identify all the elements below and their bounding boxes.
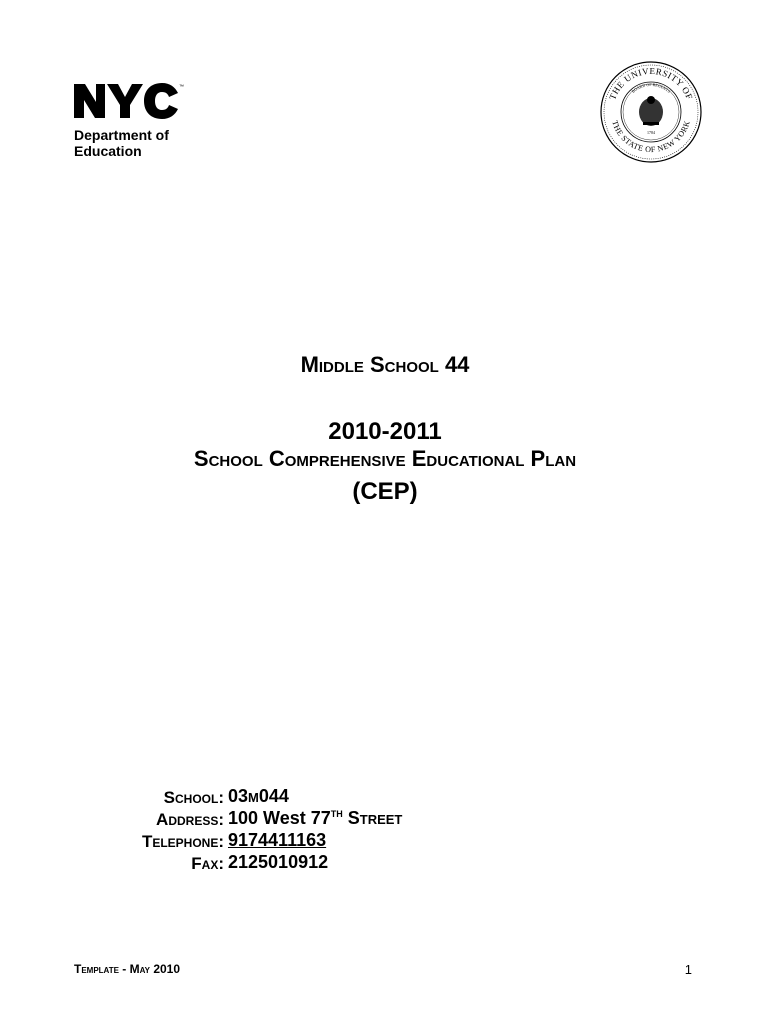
template-footer: Template - May 2010 [74, 962, 181, 976]
plan-year: 2010-2011 [328, 418, 442, 445]
seal-text-inner: BOARD OF REGENTS [630, 81, 672, 94]
logo-caption [74, 127, 204, 159]
page-number: 1 [684, 962, 692, 977]
logo-text-education: Education [74, 143, 142, 159]
telephone-label: Telephone: [141, 832, 224, 851]
school-code: 03m044 [228, 786, 289, 806]
seal-emblem-icon [639, 96, 663, 126]
plan-acronym: (CEP) [352, 478, 418, 505]
address-value [228, 808, 402, 829]
svg-text:™: ™ [179, 84, 184, 90]
nyc-doe-logo [74, 80, 204, 159]
address-number-street: 100 West 77 [228, 808, 331, 828]
address-ordinal: TH [330, 809, 343, 819]
fax-label: Fax: [191, 854, 224, 873]
nyc-logo-mark [74, 80, 198, 120]
logo-text-department: Department of [74, 127, 169, 143]
school-name-title: Middle School 44 [300, 352, 470, 377]
fax-value: 2125010912 [228, 852, 329, 872]
school-label: School: [163, 788, 224, 807]
seal-text-bottom: THE STATE OF NEW YORK [610, 119, 692, 155]
seal-text-top: THE UNIVERSITY OF [607, 65, 695, 102]
telephone-value: 9174411163 [228, 830, 327, 850]
plan-title: School Comprehensive Educational Plan [193, 446, 577, 471]
seal-year: 1784 [647, 130, 655, 135]
svg-text:BOARD OF REGENTS [631, 82, 672, 94]
address-label: Address: [156, 810, 224, 829]
address-street-word: Street [342, 808, 403, 828]
university-state-of-new-york-seal [599, 60, 703, 164]
